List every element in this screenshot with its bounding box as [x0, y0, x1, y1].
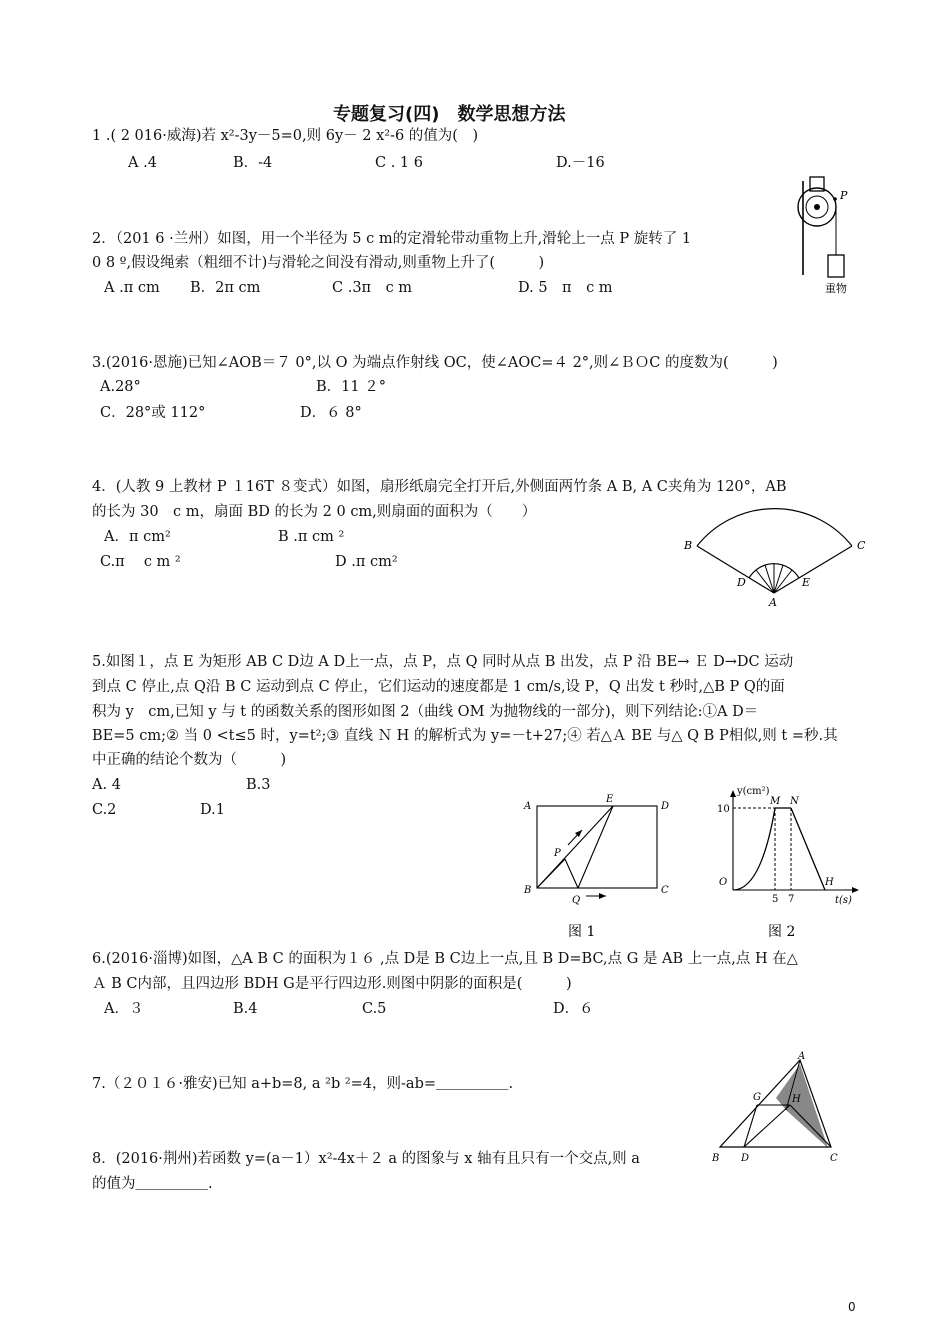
q5-fig1-caption: 图 1	[568, 924, 596, 940]
q6-triangle-figure	[708, 1050, 853, 1168]
q4-stem-line1: 4．(人教 9 上教材 P １16T ８变式）如图，扇形纸扇完全打开后,外侧面两竹条 A B, A C夹角为 120°，AB	[92, 479, 787, 495]
q5-figure2-graph	[695, 780, 865, 945]
q2-pulley-figure	[795, 175, 865, 300]
q6-option-c: C.5	[362, 1001, 387, 1017]
q6-stem-line1: 6.(2016·淄博)如图，△A B C 的面积为１６ ,点 D是 B C边上一点,且 B D=BC,点 G 是 AB 上一点,点 H 在△	[92, 951, 798, 967]
q1-option-b: B．-4	[233, 155, 273, 171]
q5-fig1-label-a: A	[524, 801, 532, 812]
q2-option-d: D. 5 π c m	[518, 280, 613, 296]
q5-fig2-caption: 图 2	[768, 924, 796, 940]
q5-stem-line1: 5.如图１，点 E 为矩形 AB C D边 A D上一点，点 P，点 Q 同时从点 B 出发，点 P 沿 BE→ Ｅ D→DC 运动	[92, 654, 794, 670]
q5-fig2-label-h: H	[825, 877, 834, 888]
q5-figure1-rectangle	[520, 790, 682, 945]
q2-label-weight: 重物	[825, 282, 847, 295]
q5-option-a: A. 4	[92, 777, 121, 793]
q4-stem-line2: 的长为 30 c m，扇面 BD 的长为 2 0 cm,则扇面的面积为（ ）	[92, 504, 537, 520]
q5-fig2-label-m: M	[770, 796, 781, 807]
q2-option-c: C .3π c m	[332, 280, 413, 296]
page-number: 0	[848, 1300, 856, 1314]
q8-stem-line1: 8．(2016·荆州)若函数 y=(a－1）x²-4x＋２ a 的图象与 x 轴有且只有一个交点,则 a	[92, 1151, 640, 1167]
q1-option-c: C . 1 6	[375, 155, 423, 171]
q4-option-a: A．π cm²	[104, 529, 171, 545]
q6-label-g: G	[753, 1092, 761, 1103]
q2-option-a: A .π cm	[104, 280, 160, 296]
q2-option-b: B．2π cm	[190, 280, 261, 296]
page-title: 专题复习(四) 数学思想方法	[333, 104, 566, 125]
q6-option-b: B.4	[233, 1001, 258, 1017]
q5-option-b: B.3	[246, 777, 271, 793]
q5-stem-line5: 中正确的结论个数为（ )	[92, 752, 287, 768]
q6-label-d: D	[741, 1153, 750, 1164]
q3-option-c: C．28°或 112°	[100, 405, 206, 421]
q6-label-b: B	[712, 1153, 720, 1164]
q4-label-d: D	[737, 576, 746, 589]
q4-label-e: E	[802, 576, 811, 589]
q4-label-b: B	[684, 539, 693, 552]
q5-fig1-label-c: C	[661, 885, 669, 896]
q5-stem-line2: 到点 C 停止,点 Q沿 B C 运动到点 C 停止，它们运动的速度都是 1 cm/s,设 P，Q 出发 t 秒时,△B P Q的面	[92, 679, 785, 695]
q5-stem-line3: 积为 y cm,已知 y 与 t 的函数关系的图形如图 2（曲线 OM 为抛物线的一部分)，则下列结论:①A D＝	[92, 704, 759, 720]
q3-option-d: D．６ 8°	[300, 405, 362, 421]
q5-fig1-label-d: D	[661, 801, 670, 812]
q3-stem: 3.(2016·恩施)已知∠AOB＝７ 0°,以 O 为端点作射线 OC，使∠AOC=４ 2°,则∠ＢＯC 的度数为( )	[92, 355, 778, 371]
q4-option-c: C.π c m ²	[100, 554, 181, 570]
q2-label-p: P	[840, 189, 848, 202]
q5-option-c: C.2	[92, 802, 117, 818]
q5-fig2-label-yaxis: y(cm²)	[737, 786, 770, 797]
q2-stem-line2: 0 8 º,假设绳索（粗细不计)与滑轮之间没有滑动,则重物上升了( )	[92, 255, 545, 271]
q5-fig1-label-b: B	[524, 885, 532, 896]
q6-label-a: A	[798, 1051, 806, 1062]
q5-fig2-label-o: O	[719, 877, 728, 888]
q4-fan-figure	[680, 498, 870, 610]
q5-fig1-label-q: Q	[572, 895, 581, 906]
q2-stem-line1: 2．（201 6 ·兰州）如图，用一个半径为 5 c m的定滑轮带动重物上升,滑轮上一点 P 旋转了 1	[92, 231, 692, 247]
q5-option-d: D.1	[200, 802, 225, 818]
q5-fig2-label-5: 5	[772, 894, 779, 905]
q7-stem: 7.（２０１６·雅安)已知 a+b=8, a ²b ²=4，则-ab=＿＿＿＿＿.	[92, 1076, 514, 1092]
q4-option-b: B .π cm ²	[278, 529, 345, 545]
q8-stem-line2: 的值为＿＿＿＿＿.	[92, 1176, 213, 1192]
q5-fig2-label-10: 10	[717, 804, 730, 815]
q1-option-a: A .4	[128, 155, 157, 171]
q6-stem-line2: Ａ B C内部，且四边形 BDH G是平行四边形.则图中阴影的面积是( )	[92, 976, 572, 992]
q5-fig1-label-e: E	[606, 794, 614, 805]
q4-option-d: D .π cm²	[335, 554, 398, 570]
q3-option-a: A.28°	[100, 379, 141, 395]
q6-label-c: C	[830, 1153, 838, 1164]
q1-option-d: D.－16	[556, 155, 605, 171]
q4-label-a: A	[769, 596, 777, 609]
q6-label-h: H	[792, 1094, 801, 1105]
q4-label-c: C	[857, 539, 866, 552]
q5-fig2-label-n: N	[790, 796, 799, 807]
q5-fig2-label-7: 7	[788, 894, 795, 905]
q5-stem-line4: BE=5 cm;② 当 0 <t≤5 时，y=t²;③ 直线 Ｎ H 的解析式为 y=－t+27;④ 若△Ａ BE 与△ Q B P相似,则 t =秒.其	[92, 728, 838, 744]
q6-option-a: A．３	[104, 1001, 144, 1017]
q3-option-b: B．11 ２°	[316, 379, 386, 395]
q1-stem: 1 .( 2 016·威海)若 x²-3y－5=0,则 6y－ 2 x²-6 的值为( )	[92, 128, 479, 144]
q5-fig1-label-p: P	[554, 848, 561, 859]
q6-option-d: D．６	[553, 1001, 594, 1017]
q5-fig2-label-xaxis: t(s)	[835, 895, 852, 906]
